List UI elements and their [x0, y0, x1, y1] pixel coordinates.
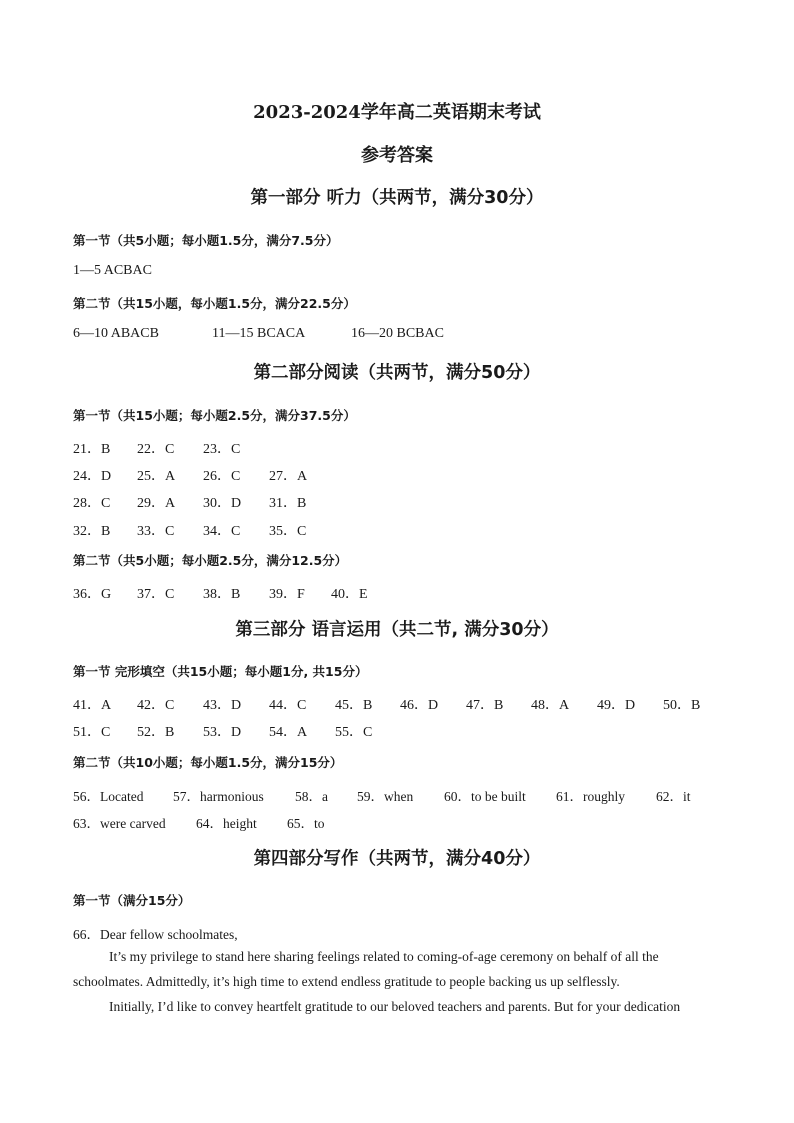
answer-item: 24．D: [73, 469, 112, 484]
answer-item: 11—15 BCACA: [212, 326, 306, 341]
answer-item: 63．were carved: [73, 816, 166, 831]
answer-item: 61．roughly: [556, 789, 625, 804]
part-1-heading: 第一部分 听力（共两节，满分30分）: [250, 188, 544, 208]
part-2-section-1-heading: 第一节（共15小题；每小题2.5分，满分37.5分）: [73, 408, 356, 423]
answer-item: 46．D: [400, 698, 439, 713]
answer-item: 23．C: [203, 442, 241, 457]
answer-item: 58．a: [295, 789, 328, 804]
document-title: 2023-2024学年高二英语期末考试: [253, 102, 541, 123]
answer-item: 38．B: [203, 587, 241, 602]
answer-item: 62．it: [656, 789, 691, 804]
part-1-section-1-heading: 第一节（共5小题；每小题1.5分，满分7.5分）: [73, 233, 339, 248]
answer-item: 6—10 ABACB: [73, 326, 159, 341]
answer-item: 22．C: [137, 442, 175, 457]
answer-item: 32．B: [73, 524, 111, 539]
essay-line: It’s my privilege to stand here sharing feelings related to coming-of-age ceremony on behalf of all the: [109, 949, 659, 964]
answer-item: 51．C: [73, 725, 111, 740]
answer-item: 54．A: [269, 725, 308, 740]
answer-item: 21．B: [73, 442, 111, 457]
part-4-section-1-heading: 第一节（满分15分）: [73, 893, 191, 908]
answer-item: 41．A: [73, 698, 112, 713]
answer-item: 47．B: [466, 698, 504, 713]
answer-item: 33．C: [137, 524, 175, 539]
answer-item: 31．B: [269, 496, 307, 511]
answer-item: 25．A: [137, 469, 176, 484]
answer-item: 64．height: [196, 816, 257, 831]
answer-item: 42．C: [137, 698, 175, 713]
answer-item: 28．C: [73, 496, 111, 511]
part-3-section-1-heading: 第一节 完形填空（共15小题；每小题1分, 共15分）: [73, 664, 368, 679]
part-3-section-2-heading: 第二节（共10小题；每小题1.5分，满分15分）: [73, 755, 343, 770]
answer-item: 29．A: [137, 496, 176, 511]
answer-item: 26．C: [203, 469, 241, 484]
answer-item: 53．D: [203, 725, 242, 740]
answer-item: 60．to be built: [444, 789, 526, 804]
part-1-section-2-heading: 第二节（共15小题，每小题1.5分，满分22.5分）: [73, 296, 356, 311]
document-subtitle: 参考答案: [361, 145, 433, 166]
answer-item: 59．when: [357, 789, 414, 804]
answer-item: 27．A: [269, 469, 308, 484]
part-4-heading: 第四部分写作（共两节，满分40分）: [253, 849, 541, 869]
answer-item: 36．G: [73, 587, 112, 602]
essay-line: Initially, I’d like to convey heartfelt gratitude to our beloved teachers and parents. But for your dedication: [109, 999, 681, 1014]
answer-item: 34．C: [203, 524, 241, 539]
answer-item: 55．C: [335, 725, 373, 740]
part-2-section-2-heading: 第二节（共5小题；每小题2.5分，满分12.5分）: [73, 553, 348, 568]
answer-item: 65．to: [287, 816, 325, 831]
essay-line: schoolmates. Admittedly, it’s high time to extend endless gratitude to people backing us up selflessly.: [73, 974, 620, 989]
answer-item: 35．C: [269, 524, 307, 539]
answer-item: 44．C: [269, 698, 307, 713]
answer-item: 1—5 ACBAC: [73, 263, 152, 278]
part-3-heading: 第三部分 语言运用（共二节, 满分30分）: [235, 620, 559, 640]
answer-item: 52．B: [137, 725, 175, 740]
answer-item: 37．C: [137, 587, 175, 602]
answer-item: 49．D: [597, 698, 636, 713]
answer-item: 48．A: [531, 698, 570, 713]
answer-item: 40．E: [331, 587, 368, 602]
answer-item: 56．Located: [73, 789, 144, 804]
answer-item: 43．D: [203, 698, 242, 713]
essay-salutation: 66．Dear fellow schoolmates,: [73, 927, 238, 942]
answer-item: 50．B: [663, 698, 701, 713]
answer-item: 30．D: [203, 496, 242, 511]
answer-item: 57．harmonious: [173, 789, 264, 804]
answer-item: 45．B: [335, 698, 373, 713]
answer-item: 39．F: [269, 587, 305, 602]
part-2-heading: 第二部分阅读（共两节，满分50分）: [253, 363, 541, 383]
answer-item: 16—20 BCBAC: [351, 326, 444, 341]
